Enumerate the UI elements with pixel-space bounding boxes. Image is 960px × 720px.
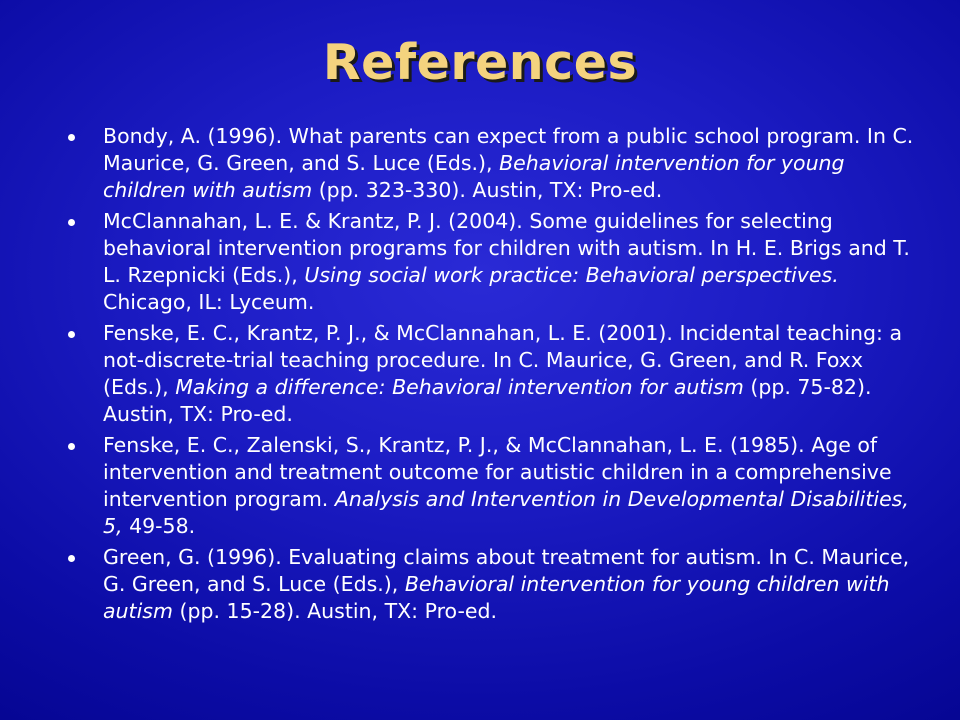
reference-italic-title: Behavioral intervention for young children with autism [103,151,845,202]
reference-item [62,123,922,204]
reference-text-end: (pp. 323-330). Austin, TX: Pro-ed. [312,178,663,202]
reference-text: Fenske, E. C., Zalenski, S., Krantz, P. J., & McClannahan, L. E. (1985). Age of intervention and treatment outcome for autistic children in a comprehensive intervention program. [103,433,892,511]
reference-text-end: (pp. 15-28). Austin, TX: Pro-ed. [172,599,498,623]
reference-item [62,432,922,540]
bullet-dot [68,555,75,562]
bullet-dot [68,331,75,338]
reference-text: Green, G. (1996). Evaluating claims about treatment for autism. In C. Maurice, G. Green, and S. Luce (Eds.), [103,545,910,596]
reference-italic-title: Analysis and Intervention in Developmental Disabilities, 5, [103,487,909,538]
slide-title: References [322,34,638,91]
reference-item [62,320,922,428]
reference-item [62,208,922,316]
reference-text-end: (pp. 75-82). Austin, TX: Pro-ed. [103,375,872,426]
reference-list [62,123,922,629]
bullet-dot [68,443,75,450]
reference-text: McClannahan, L. E. & Krantz, P. J. (2004). Some guidelines for selecting behavioral intervention programs for children with autism. In H. E. Brigs and T. L. Rzepnicki (Eds.), [103,209,910,287]
reference-text: Fenske, E. C., Krantz, P. J., & McClannahan, L. E. (2001). Incidental teaching: a not-discrete-trial teaching procedure. In C. Maurice, G. Green, and R. Foxx (Eds.), [103,321,903,399]
reference-italic-title: Making a difference: Behavioral intervention for autism [175,375,744,399]
reference-item [62,544,922,625]
bullet-dot [68,134,75,141]
bullet-dot [68,219,75,226]
reference-text: Bondy, A. (1996). What parents can expect from a public school program. In C. Maurice, G. Green, and S. Luce (Eds.), [103,124,914,175]
reference-text-end: Chicago, IL: Lyceum. [103,290,315,314]
reference-italic-title: Using social work practice: Behavioral perspectives. [304,263,839,287]
reference-italic-title: Behavioral intervention for young children with autism [103,572,890,623]
reference-text-end: 49-58. [122,514,196,538]
